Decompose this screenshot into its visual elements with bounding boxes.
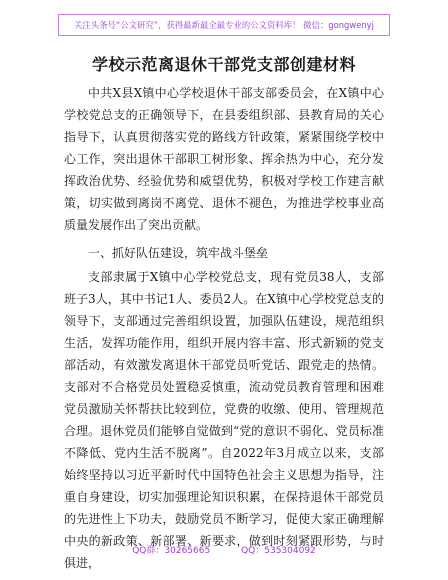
footer-qq-group: QQ群：30265665 <box>132 546 211 556</box>
paragraph: 支部隶属于X镇中心学校党总支，现有党员38人，支部班子3人，其中书记1人、委员2人。在X镇中心学校党总支的领导下，支部通过完善组织设置，加强队伍建设，规范组织生活，发挥功能作用，组织开展内容丰富、形式新颖的党支部活动，有效激发离退休干部党员听党话、跟党走的热情。支部对不合格党员处置稳妥慎重，流动党员教育管理和困难党员激励关怀帮扶比较到位，党费的收缴、使用、管理规范合理。退休党员们能够自觉做到“党的意识不弱化、党员标准不降低、党内生活不脱离”。自2022年3月成立以来，支部始终坚持以习近平新时代中国特色社会主义思想为指导，注重自身建设，切实加强理论知识积累，在保持退休干部党员的先进性上下功夫，鼓励党员不断学习，促使大家正确理解中央的新政策、新部署、新要求，做到时刻紧跟形势，与时俱进， <box>64 270 384 570</box>
document-body <box>64 82 384 574</box>
paragraph: 中共X县X镇中心学校退休干部支部委员会，在X镇中心学校党总支的正确领导下，在县委组织部、县教育局的关心指导下，认真贯彻落实党的路线方针政策，紧紧围绕学校中心工作，突出退休干部职工树形象、挥余热为中心，充分发挥政治优势、经验优势和威望优势，积极对学校工作建言献策，切实做到离岗不离党、退休不褪色，为推进学校事业高质量发展作出了突出贡献。 <box>64 86 384 232</box>
header-banner: 关注头条号“公文研究”，获得最新最全最专业的公文资料库！ 微信：gongwenyj <box>58 14 390 36</box>
footer-qq: QQ：535304092 <box>241 546 316 556</box>
section-heading: 一、抓好队伍建设，筑牢战斗堡垒 <box>88 246 269 260</box>
document-title: 学校示范离退休干部党支部创建材料 <box>91 55 356 74</box>
footer <box>0 543 448 556</box>
